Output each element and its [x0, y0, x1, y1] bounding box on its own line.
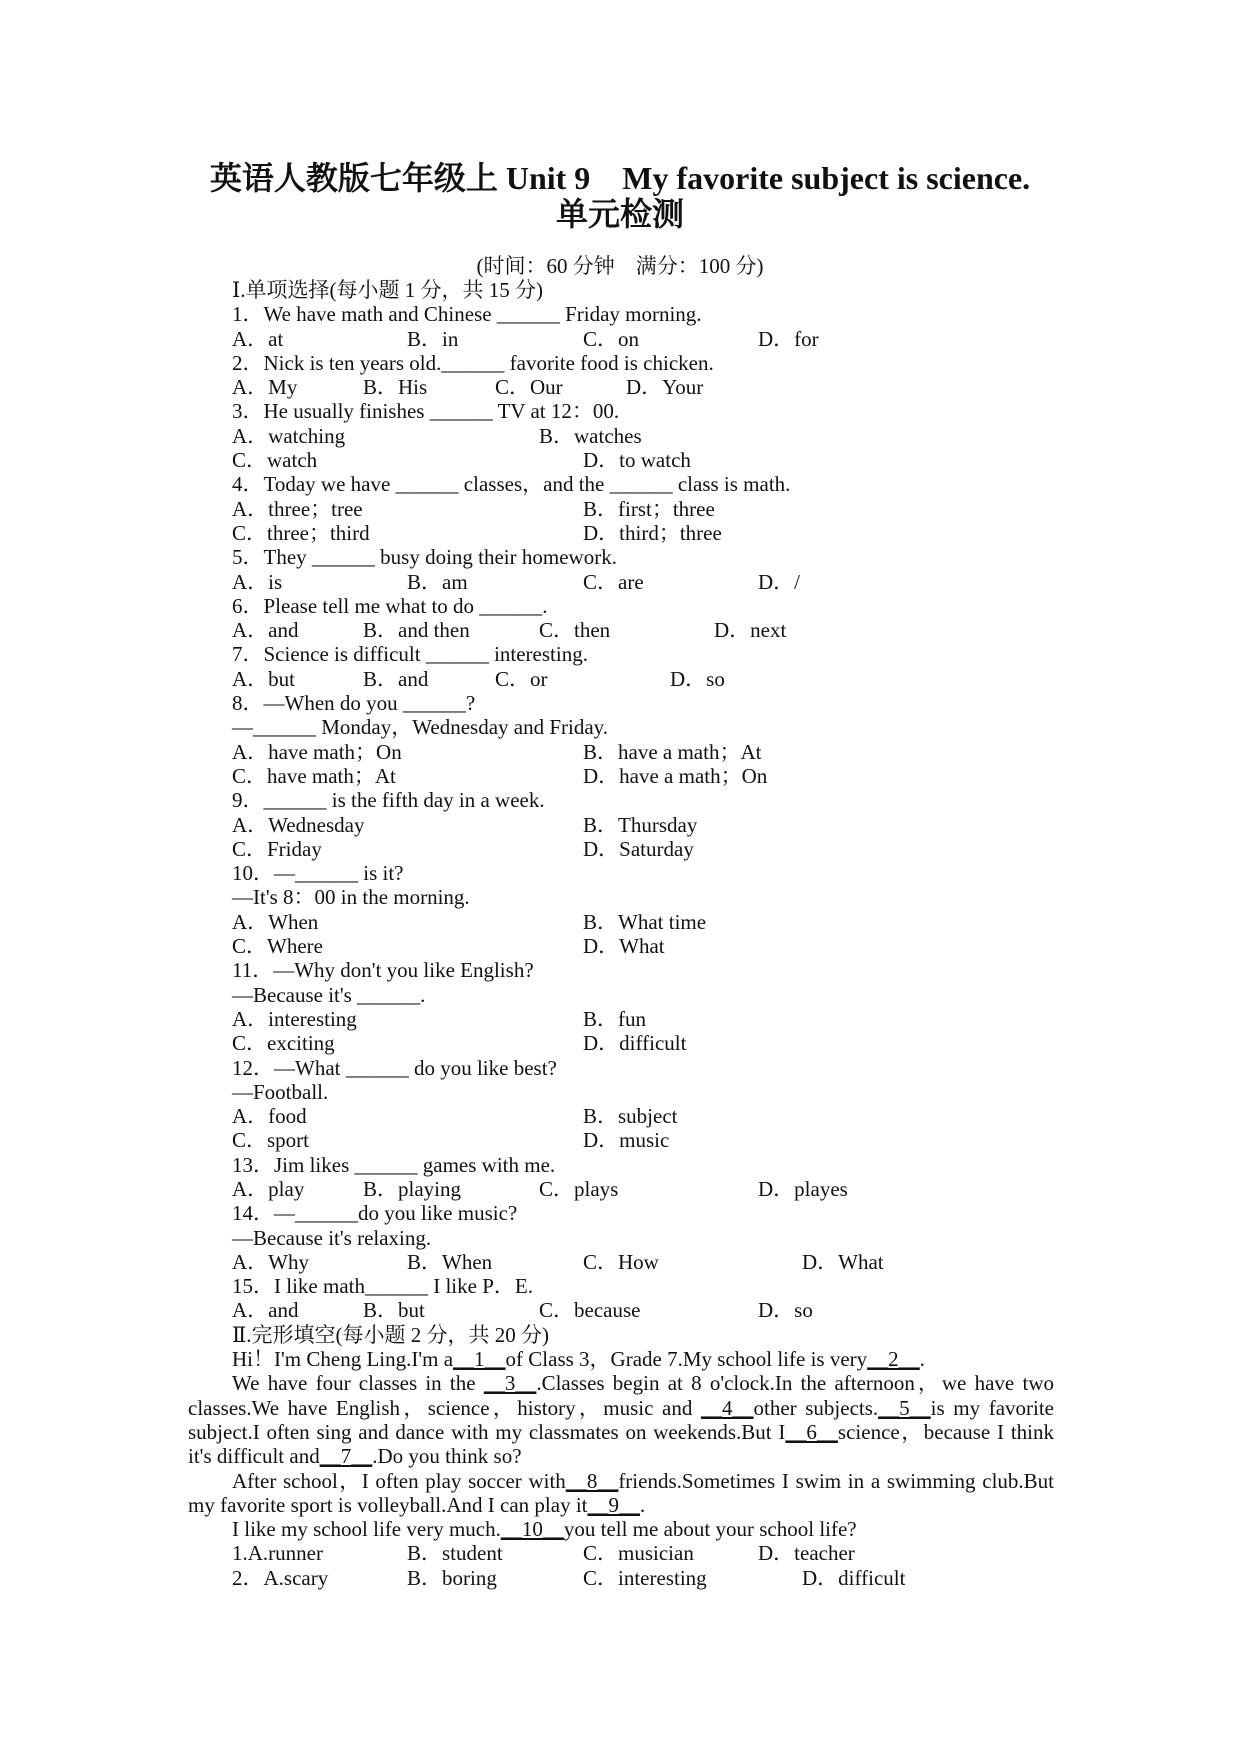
blank-8: __8__ [565, 1468, 619, 1493]
question-8-options-row-2 [188, 764, 1054, 788]
option-b: B．first；three [583, 496, 715, 521]
option-a: A．three；tree [232, 496, 363, 521]
option-b: B．but [363, 1298, 425, 1323]
passage-text: .Do you think so? [372, 1444, 522, 1469]
question-11-stem: 11．—Why don't you like English? [232, 958, 534, 983]
passage-text: is my favorite subject.I often sing and dance with my classmates on weekends.But I [188, 1395, 1055, 1444]
option-a: A．at [232, 326, 284, 351]
option-a: A．watching [232, 423, 346, 448]
question-5-stem: 5．They ______ busy doing their homework. [232, 545, 617, 570]
option-d: D．What [802, 1249, 884, 1274]
blank-2: __2__ [867, 1347, 920, 1372]
question-2-stem: 2．Nick is ten years old.______ favorite food is chicken. [232, 350, 714, 375]
option-a: A．Why [232, 1249, 309, 1274]
question-15-stem: 15．I like math______ I like P．E. [232, 1274, 533, 1299]
question-9-options-row-1 [188, 813, 1054, 837]
question-2-options [188, 375, 1054, 399]
option-d: D．Saturday [583, 836, 694, 861]
option-a: A．When [232, 909, 319, 934]
option-b: B．in [407, 326, 459, 351]
passage-text: of Class 3，Grade 7.My school life is very [505, 1347, 868, 1372]
question-8-options-row-1 [188, 740, 1054, 764]
option-c: C．sport [232, 1128, 310, 1153]
question-3-options-row-1 [188, 424, 1054, 448]
blank-1: __1__ [453, 1347, 506, 1372]
option-a: 1.A.runner [232, 1541, 323, 1566]
option-b: B．boring [407, 1565, 497, 1590]
option-c: C．on [583, 326, 640, 351]
cloze-question-2-options [188, 1566, 1054, 1590]
question-11-reply: —Because it's ______. [232, 982, 426, 1007]
blank-3: __3__ [483, 1371, 537, 1396]
option-a: 2．A.scary [232, 1565, 329, 1590]
option-d: D．difficult [802, 1565, 906, 1590]
option-b: B．What time [583, 909, 707, 934]
blank-10: __10__ [500, 1517, 564, 1542]
passage-paragraph-1 [188, 1347, 1054, 1371]
blank-7: __7__ [319, 1444, 373, 1469]
option-d: D．What [583, 934, 665, 959]
option-b: B．and then [363, 618, 470, 643]
option-d: D．next [714, 618, 787, 643]
passage-text: other subjects. [753, 1395, 879, 1420]
question-9-stem: 9．______ is the fifth day in a week. [232, 788, 545, 813]
option-c: C．Where [232, 934, 323, 959]
passage-paragraph-3 [188, 1469, 1054, 1518]
passage-text: Hi！I'm Cheng Ling.I'm a [232, 1347, 454, 1372]
option-d: D．Your [626, 375, 704, 400]
option-b: B．am [407, 569, 468, 594]
question-6-options [188, 618, 1054, 642]
exam-content [188, 278, 1054, 1590]
question-3-stem: 3．He usually finishes ______ TV at 12：00. [232, 399, 620, 424]
option-b: B．fun [583, 1006, 646, 1031]
option-d: D．/ [758, 569, 800, 594]
question-7-options [188, 667, 1054, 691]
option-c: C．because [539, 1298, 641, 1323]
question-10-stem: 10．—______ is it? [232, 861, 404, 886]
exam-time-score: (时间：60 分钟 满分：100 分) [476, 254, 764, 278]
question-11-options-row-1 [188, 1007, 1054, 1031]
section-1-header: Ⅰ.单项选择(每小题 1 分，共 15 分) [232, 278, 544, 302]
option-d: D．teacher [758, 1541, 855, 1566]
question-11-options-row-2 [188, 1031, 1054, 1055]
question-4-options-row-1 [188, 497, 1054, 521]
blank-4: __4__ [700, 1395, 754, 1420]
question-10-options-row-2 [188, 934, 1054, 958]
option-c: C．Friday [232, 836, 322, 861]
option-c: C．interesting [583, 1565, 707, 1590]
option-c: C．three；third [232, 520, 370, 545]
option-a: A．and [232, 618, 299, 643]
option-c: C．watch [232, 448, 318, 473]
option-d: D．music [583, 1128, 670, 1153]
question-13-stem: 13．Jim likes ______ games with me. [232, 1152, 556, 1177]
option-b: B．watches [539, 423, 642, 448]
option-b: B．and [363, 666, 429, 691]
cloze-question-1-options [188, 1541, 1054, 1565]
question-1-stem: 1．We have math and Chinese ______ Friday morning. [232, 302, 702, 327]
option-a: A．have math；On [232, 739, 402, 764]
option-d: D．have a math；On [583, 763, 768, 788]
section-2-header: Ⅱ.完形填空(每小题 2 分，共 20 分) [232, 1322, 550, 1347]
option-b: B．His [363, 375, 428, 400]
option-b: B．subject [583, 1104, 678, 1129]
passage-paragraph-2 [188, 1371, 1054, 1468]
option-d: D．so [758, 1298, 813, 1323]
question-4-stem: 4．Today we have ______ classes，and the ______ class is math. [232, 472, 791, 497]
option-b: B．playing [363, 1176, 461, 1201]
option-d: D．so [670, 666, 725, 691]
question-6-stem: 6．Please tell me what to do ______. [232, 593, 548, 618]
option-a: A．but [232, 666, 295, 691]
option-d: D．playes [758, 1176, 848, 1201]
option-d: D．for [758, 326, 819, 351]
option-a: A．food [232, 1104, 307, 1129]
question-14-reply: —Because it's relaxing. [232, 1225, 432, 1250]
question-9-options-row-2 [188, 837, 1054, 861]
option-a: A．interesting [232, 1006, 357, 1031]
option-c: C．Our [495, 375, 563, 400]
option-a: A．play [232, 1176, 305, 1201]
passage-text: . [919, 1347, 925, 1372]
question-3-options-row-2 [188, 448, 1054, 472]
title-line-1: 英语人教版七年级上 Unit 9 My favorite subject is science. [209, 160, 1031, 196]
option-d: D．to watch [583, 448, 691, 473]
passage-text: .Classes begin at 8 o'clock.In the afternoon，we have two classes.We have English，science，history，music and [188, 1371, 1054, 1420]
option-c: C．have math；At [232, 763, 396, 788]
question-10-reply: —It's 8：00 in the morning. [232, 885, 470, 910]
question-7-stem: 7．Science is difficult ______ interesting. [232, 642, 588, 667]
exam-title [150, 160, 1090, 232]
option-b: B．have a math；At [583, 739, 762, 764]
question-14-options [188, 1250, 1054, 1274]
passage-text: science，because I think it's difficult and [188, 1419, 1054, 1469]
option-a: A．and [232, 1298, 299, 1323]
question-15-options [188, 1298, 1054, 1322]
passage-text: I like my school life very much. [232, 1517, 501, 1542]
question-10-options-row-1 [188, 910, 1054, 934]
passage-text: We have four classes in the [232, 1371, 484, 1396]
option-b: B．When [407, 1249, 493, 1274]
option-b: B．Thursday [583, 812, 698, 837]
blank-6: __6__ [785, 1419, 838, 1444]
blank-5: __5__ [878, 1395, 931, 1420]
question-14-stem: 14．—______do you like music? [232, 1201, 518, 1226]
option-d: D．difficult [583, 1031, 687, 1056]
option-c: C．plays [539, 1176, 619, 1201]
option-c: C．musician [583, 1541, 694, 1566]
option-c: C．or [495, 666, 548, 691]
option-a: A．is [232, 569, 283, 594]
question-12-stem: 12．—What ______ do you like best? [232, 1055, 557, 1080]
passage-text: you tell me about your school life? [563, 1517, 857, 1542]
question-12-reply: —Football. [232, 1079, 329, 1104]
option-c: C．are [583, 569, 644, 594]
question-8-reply: —______ Monday，Wednesday and Friday. [232, 715, 609, 740]
blank-9: __9__ [587, 1492, 640, 1517]
question-8-stem: 8．—When do you ______? [232, 691, 476, 716]
passage-paragraph-4 [188, 1517, 1054, 1541]
option-c: C．exciting [232, 1031, 335, 1056]
option-a: A．My [232, 375, 298, 400]
question-12-options-row-1 [188, 1104, 1054, 1128]
title-line-2: 单元检测 [555, 196, 684, 232]
option-c: C．then [539, 618, 611, 643]
passage-text: friends.Sometimes I swim in a swimming club.But my favorite sport is volleyball.And I can play it [188, 1468, 1054, 1517]
option-d: D．third；three [583, 520, 722, 545]
option-c: C．How [583, 1249, 659, 1274]
question-13-options [188, 1177, 1054, 1201]
question-1-options [188, 327, 1054, 351]
question-5-options [188, 570, 1054, 594]
question-4-options-row-2 [188, 521, 1054, 545]
option-b: B．student [407, 1541, 503, 1566]
question-12-options-row-2 [188, 1128, 1054, 1152]
passage-text: . [640, 1492, 646, 1517]
option-a: A．Wednesday [232, 812, 365, 837]
passage-text: After school，I often play soccer with [232, 1468, 566, 1493]
